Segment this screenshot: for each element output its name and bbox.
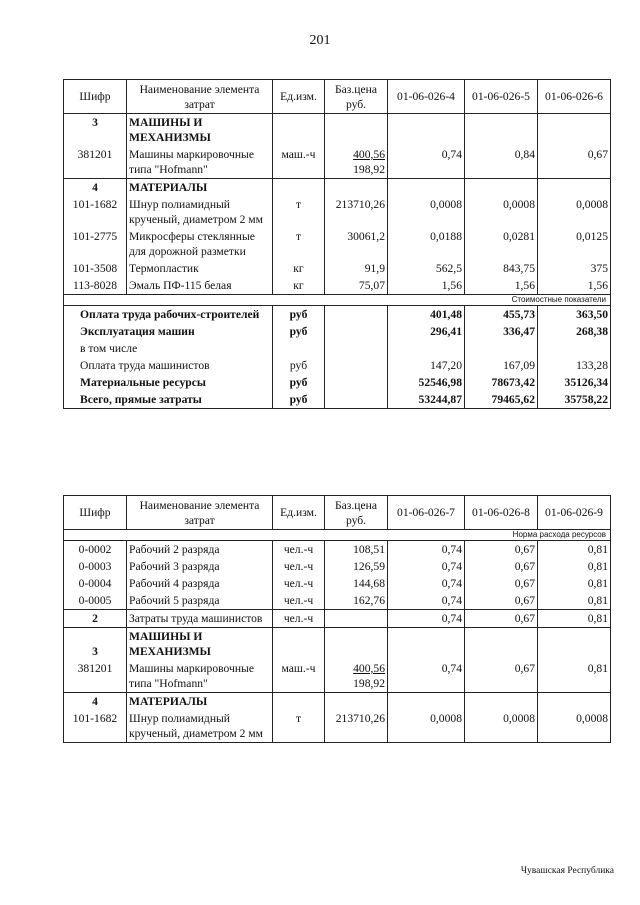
row-value: 1,56 <box>465 277 538 295</box>
row-unit: т <box>273 710 325 743</box>
row-value: 843,75 <box>465 260 538 277</box>
table-row <box>64 592 611 610</box>
row-price: 108,51 <box>325 541 388 559</box>
row-name: Шнур полиамидный крученый, диаметром 2 мм <box>127 710 273 743</box>
section-number: 4 <box>64 693 127 711</box>
header-col-b: 01-06-026-8 <box>465 496 538 530</box>
row-value: 0,74 <box>388 558 465 575</box>
row-code: 101-2775 <box>64 228 127 260</box>
row-code: 101-3508 <box>64 260 127 277</box>
row-value: 0,74 <box>388 592 465 610</box>
row-value: 0,67 <box>465 610 538 628</box>
section-heading-row <box>64 179 611 197</box>
cost-name: Материальные ресурсы <box>64 374 273 391</box>
cost-value: 35126,34 <box>538 374 611 391</box>
row-price: 213710,26 <box>325 196 388 228</box>
cost-row <box>64 323 611 340</box>
cost-value: 52546,98 <box>388 374 465 391</box>
cost-value: 35758,22 <box>538 391 611 409</box>
row-value: 0,0008 <box>465 710 538 743</box>
row-name: Рабочий 4 разряда <box>127 575 273 592</box>
cost-table-2 <box>63 495 611 743</box>
section-heading-row <box>64 114 611 147</box>
row-price: 30061,2 <box>325 228 388 260</box>
table-row <box>64 575 611 592</box>
cost-name: Всего, прямые затраты <box>64 391 273 409</box>
row-price: 91,9 <box>325 260 388 277</box>
row-name: Эмаль ПФ-115 белая <box>127 277 273 295</box>
row-value: 0,81 <box>538 610 611 628</box>
row-value: 0,0008 <box>388 196 465 228</box>
table-row <box>64 558 611 575</box>
row-price <box>325 660 388 693</box>
row-value: 0,81 <box>538 575 611 592</box>
table-row <box>64 541 611 559</box>
cost-value: 167,09 <box>465 357 538 374</box>
cost-value: 455,73 <box>465 306 538 324</box>
row-price: 162,76 <box>325 592 388 610</box>
row-name: Рабочий 2 разряда <box>127 541 273 559</box>
row-value: 0,81 <box>538 558 611 575</box>
row-price: 75,07 <box>325 277 388 295</box>
cost-row <box>64 357 611 374</box>
cost-value: 401,48 <box>388 306 465 324</box>
row-value: 0,67 <box>538 146 611 179</box>
row-code: 0-0003 <box>64 558 127 575</box>
row-unit: кг <box>273 260 325 277</box>
table-row <box>64 660 611 693</box>
row-code: 101-1682 <box>64 710 127 743</box>
row-name: Термопластик <box>127 260 273 277</box>
row-value: 562,5 <box>388 260 465 277</box>
price-main: 400,56 <box>353 662 385 675</box>
cost-value: 296,41 <box>388 323 465 340</box>
table-row <box>64 610 611 628</box>
row-value: 0,0188 <box>388 228 465 260</box>
cost-note: Стоимостные показатели <box>64 295 611 306</box>
row-value: 0,74 <box>388 610 465 628</box>
cost-value: 336,47 <box>465 323 538 340</box>
section-title: МАШИНЫ И МЕХАНИЗМЫ <box>127 114 273 147</box>
section-title: МАТЕРИАЛЫ <box>127 179 273 197</box>
cost-unit: руб <box>273 306 325 324</box>
row-value: 0,74 <box>388 660 465 693</box>
price-main: 400,56 <box>353 148 385 161</box>
row-value: 0,74 <box>388 541 465 559</box>
header-col-c: 01-06-026-9 <box>538 496 611 530</box>
row-name: Затраты труда машинистов <box>127 610 273 628</box>
header-col-b: 01-06-026-5 <box>465 80 538 114</box>
cost-unit: руб <box>273 323 325 340</box>
row-code: 113-8028 <box>64 277 127 295</box>
row-value: 1,56 <box>538 277 611 295</box>
header-col-c: 01-06-026-6 <box>538 80 611 114</box>
row-name: Машины маркировочные типа "Hofmann" <box>127 660 273 693</box>
row-value: 0,67 <box>465 575 538 592</box>
row-value: 0,67 <box>465 660 538 693</box>
row-name: Шнур полиамидный крученый, диаметром 2 мм <box>127 196 273 228</box>
row-value: 0,81 <box>538 541 611 559</box>
table-row <box>64 228 611 260</box>
cost-note-row <box>64 295 611 306</box>
section-title: МАТЕРИАЛЫ <box>127 693 273 711</box>
row-code: 101-1682 <box>64 196 127 228</box>
cost-value: 268,38 <box>538 323 611 340</box>
row-unit: маш.-ч <box>273 660 325 693</box>
cost-unit: руб <box>273 391 325 409</box>
row-value: 0,0281 <box>465 228 538 260</box>
cost-row <box>64 340 611 357</box>
table-row <box>64 710 611 743</box>
page-number: 201 <box>309 33 331 48</box>
cost-value: 363,50 <box>538 306 611 324</box>
header-col-a: 01-06-026-4 <box>388 80 465 114</box>
header-price: Баз.цена руб. <box>325 80 388 114</box>
header-code: Шифр <box>64 496 127 530</box>
row-name: Микросферы стеклянные для дорожной разметки <box>127 228 273 260</box>
cost-row <box>64 374 611 391</box>
row-unit: кг <box>273 277 325 295</box>
price-secondary: 198,92 <box>353 677 385 690</box>
table-header-row <box>64 80 611 114</box>
row-value: 0,84 <box>465 146 538 179</box>
row-unit: чел.-ч <box>273 592 325 610</box>
row-price: 126,59 <box>325 558 388 575</box>
section-number: 4 <box>64 179 127 197</box>
table-row <box>64 260 611 277</box>
header-price: Баз.цена руб. <box>325 496 388 530</box>
row-name: Рабочий 3 разряда <box>127 558 273 575</box>
footer-region: Чувашская Республика <box>520 866 614 876</box>
cost-table-1 <box>63 79 611 409</box>
section-title: МАШИНЫ И МЕХАНИЗМЫ <box>127 628 273 661</box>
row-value: 0,67 <box>465 592 538 610</box>
section-number: 2 <box>64 610 127 628</box>
row-unit: чел.-ч <box>273 610 325 628</box>
row-value: 0,81 <box>538 660 611 693</box>
section-number: 3 <box>64 114 127 147</box>
row-value: 0,0008 <box>465 196 538 228</box>
header-col-a: 01-06-026-7 <box>388 496 465 530</box>
row-unit: т <box>273 228 325 260</box>
section-heading-row <box>64 628 611 661</box>
row-value: 1,56 <box>388 277 465 295</box>
cost-row <box>64 391 611 409</box>
row-unit: маш.-ч <box>273 146 325 179</box>
row-name: Рабочий 5 разряда <box>127 592 273 610</box>
header-code: Шифр <box>64 80 127 114</box>
header-unit: Ед.изм. <box>273 80 325 114</box>
table-row <box>64 277 611 295</box>
norm-note: Норма расхода ресурсов <box>64 530 611 541</box>
row-value: 0,0008 <box>538 196 611 228</box>
cost-name: Оплата труда машинистов <box>64 357 273 374</box>
cost-unit: руб <box>273 374 325 391</box>
cost-unit: руб <box>273 357 325 374</box>
cost-name: Эксплуатация машин <box>64 323 273 340</box>
row-value: 0,81 <box>538 592 611 610</box>
row-code: 0-0005 <box>64 592 127 610</box>
header-unit: Ед.изм. <box>273 496 325 530</box>
row-price: 213710,26 <box>325 710 388 743</box>
price-secondary: 198,92 <box>353 163 385 176</box>
section-number: 3 <box>64 628 127 661</box>
table-row <box>64 146 611 179</box>
row-unit: чел.-ч <box>273 558 325 575</box>
row-price: 144,68 <box>325 575 388 592</box>
cost-value: 147,20 <box>388 357 465 374</box>
cost-name: Оплата труда рабочих-строителей <box>64 306 273 324</box>
cost-value: 79465,62 <box>465 391 538 409</box>
row-value: 0,0008 <box>388 710 465 743</box>
row-value: 0,74 <box>388 146 465 179</box>
cost-value: 53244,87 <box>388 391 465 409</box>
cost-value: 133,28 <box>538 357 611 374</box>
row-price <box>325 146 388 179</box>
row-value: 0,0125 <box>538 228 611 260</box>
table-header-row <box>64 496 611 530</box>
row-code: 0-0002 <box>64 541 127 559</box>
cost-row <box>64 306 611 324</box>
section-heading-row <box>64 693 611 711</box>
cost-name: в том числе <box>64 340 273 357</box>
row-code: 0-0004 <box>64 575 127 592</box>
row-code: 381201 <box>64 660 127 693</box>
row-value: 375 <box>538 260 611 277</box>
table-row <box>64 196 611 228</box>
header-name: Наименование элемента затрат <box>127 496 273 530</box>
row-unit: т <box>273 196 325 228</box>
row-value: 0,67 <box>465 558 538 575</box>
row-unit: чел.-ч <box>273 575 325 592</box>
header-name: Наименование элемента затрат <box>127 80 273 114</box>
row-value: 0,0008 <box>538 710 611 743</box>
row-code: 381201 <box>64 146 127 179</box>
row-value: 0,74 <box>388 575 465 592</box>
norm-note-row <box>64 530 611 541</box>
row-name: Машины маркировочные типа "Hofmann" <box>127 146 273 179</box>
cost-value: 78673,42 <box>465 374 538 391</box>
row-unit: чел.-ч <box>273 541 325 559</box>
row-value: 0,67 <box>465 541 538 559</box>
